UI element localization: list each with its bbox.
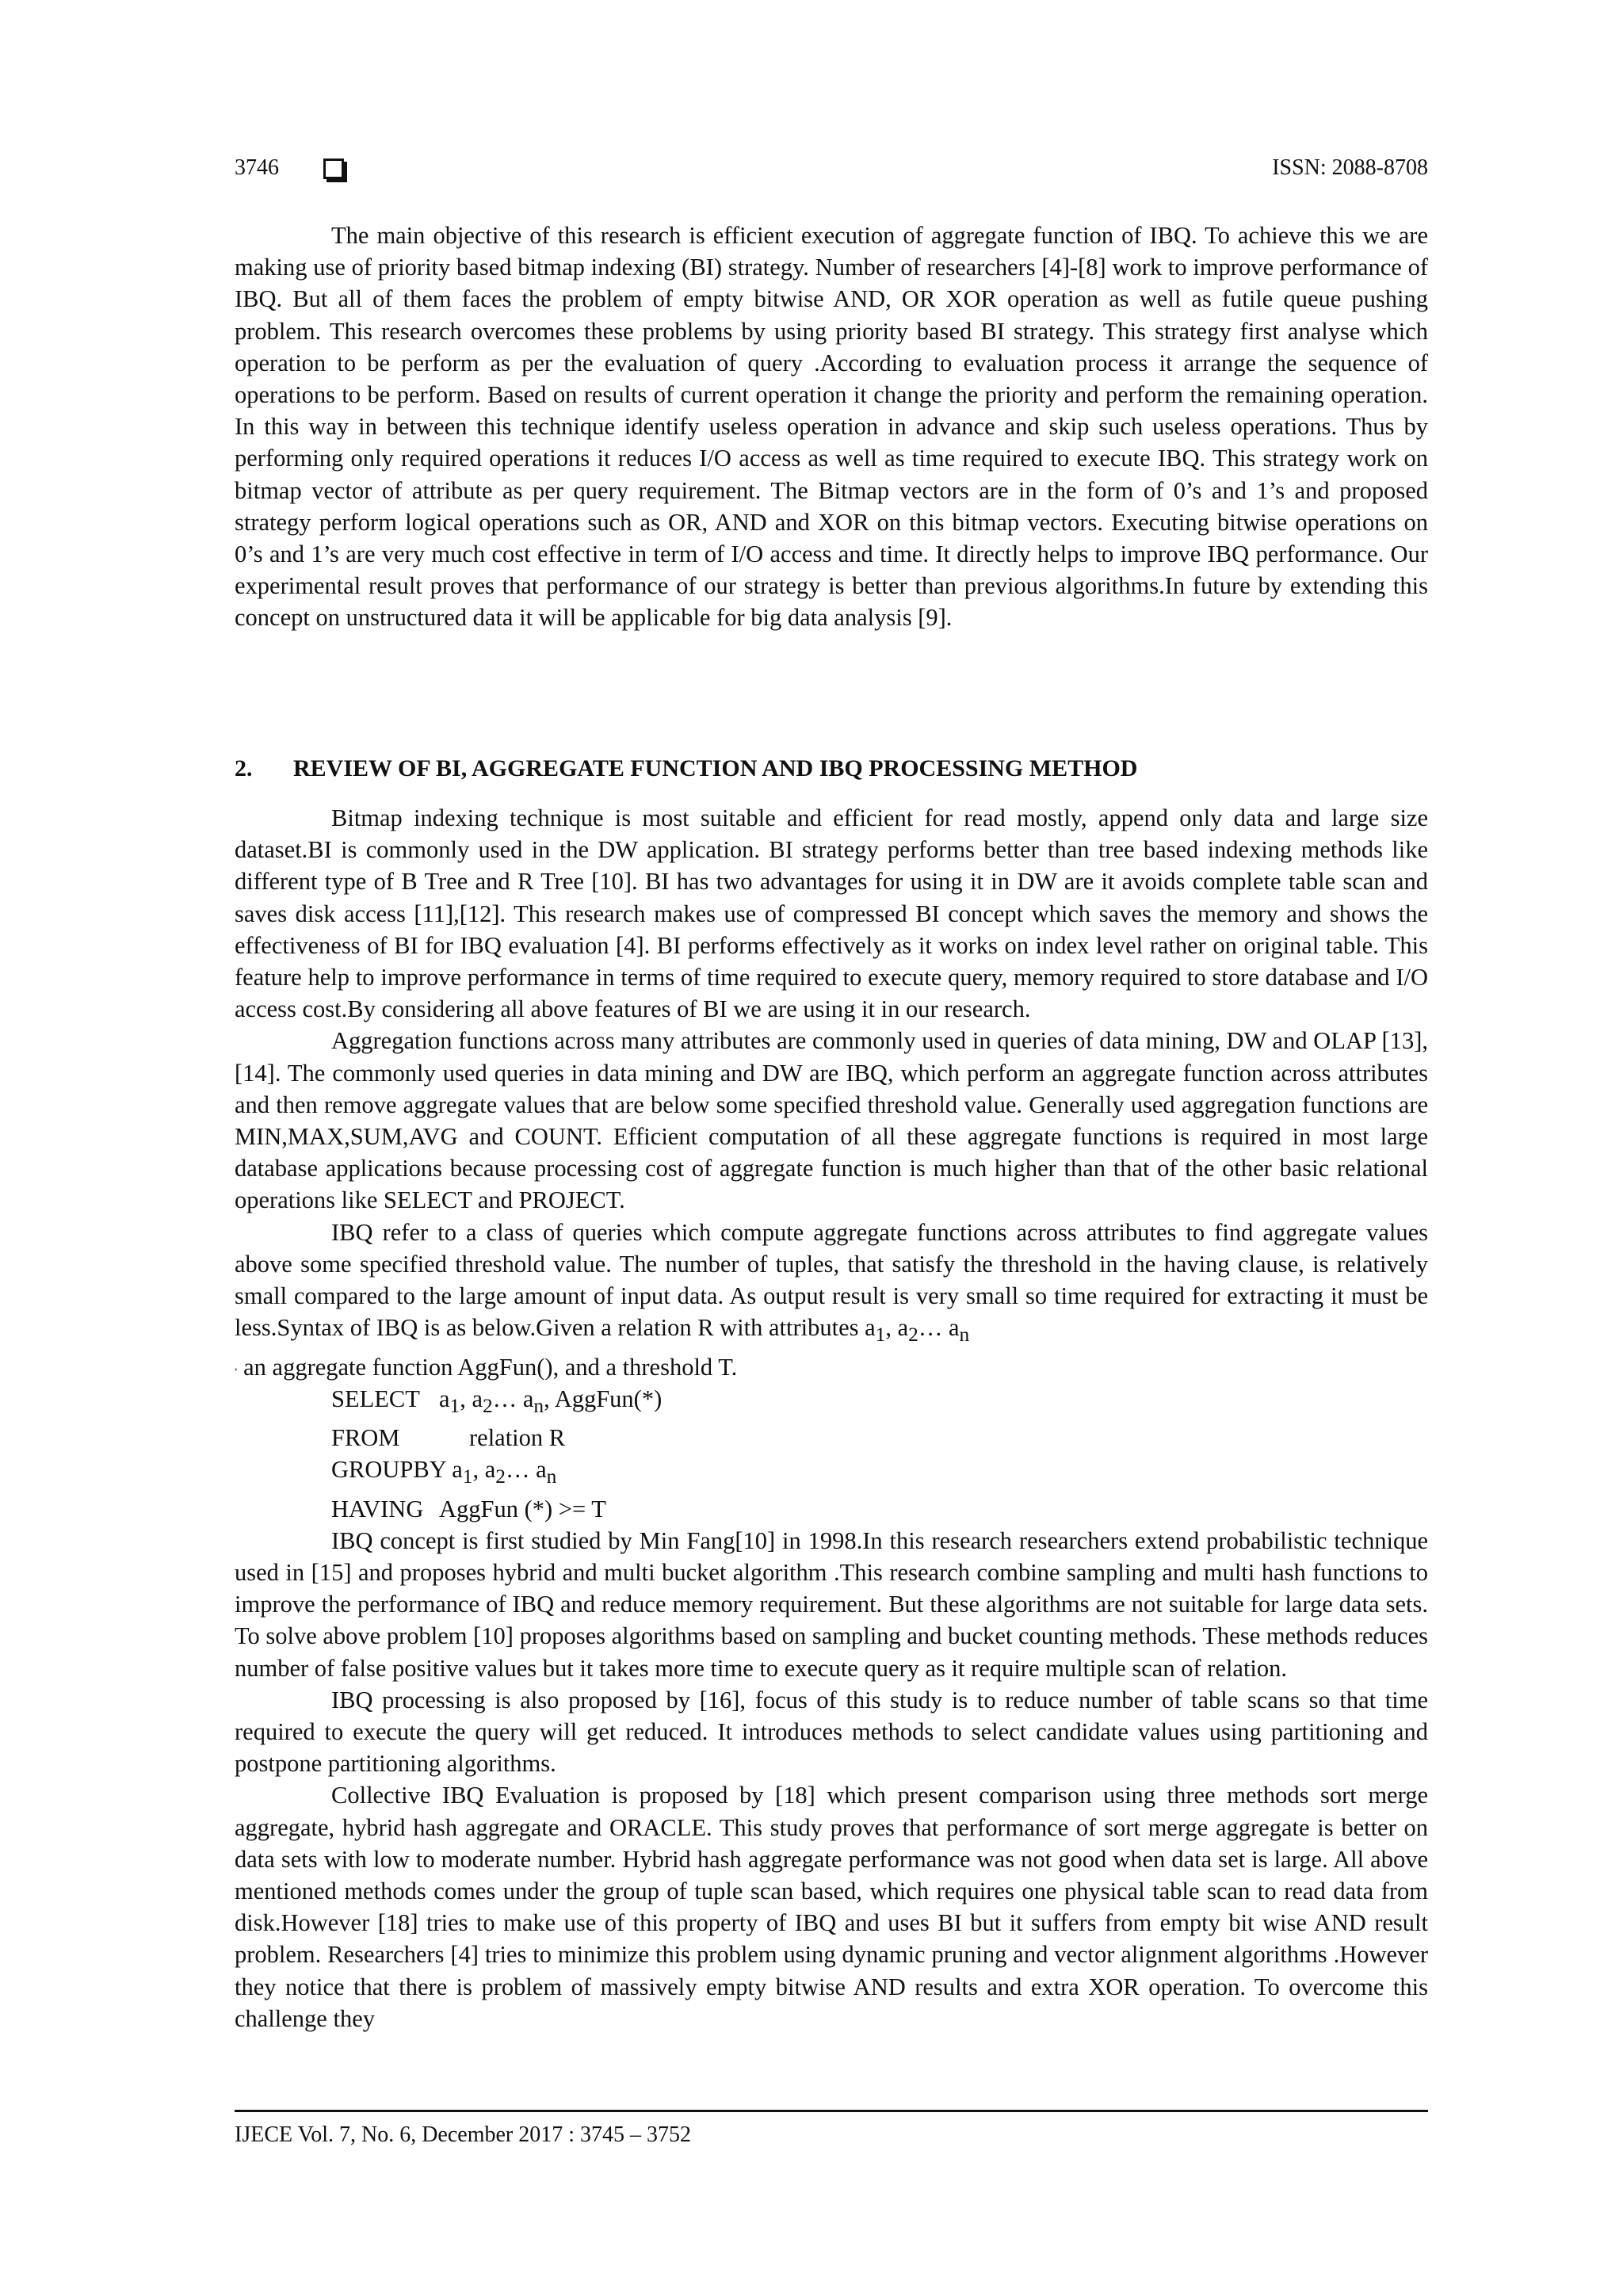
section-paragraph-5: IBQ processing is also proposed by [16], focus of this study is to reduce number of table scans so that time required to execute the query will get reduced. It introduces methods to select candidate values using partitioning and postpone partitioning algorithms. [235,1686,1428,1778]
query-select-line: SELECT $a_1$, $a_2\dots$ $a_n$, AggFun(*) [331,1383,1428,1422]
from-keyword: FROM [331,1424,400,1452]
select-keyword: SELECT [331,1385,420,1412]
checkbox-icon [323,159,344,179]
footer-rule [235,2110,1428,2112]
section-heading [235,753,1137,785]
having-keyword: HAVING [331,1495,424,1522]
query-groupby-line: GROUPBY $a_1$, $a_2\dots$ $a_n$ [331,1456,557,1488]
groupby-keyword: GROUPBY [331,1456,446,1484]
page-number: 3746 [235,155,279,180]
running-header [235,155,1428,187]
section-paragraph-2: Aggregation functions across many attributes are commonly used in queries of data mining, DW and OLAP [13],[14]. The commonly used queries in data mining and DW are IBQ, which perform an aggregate function across attributes and then remove aggregate values that are below some specified threshold value. Generally used aggregation functions are MIN,MAX,SUM,AVG and COUNT. Efficient computation of all these aggregate functions is required in most large database applications because processing cost of aggregate function is much higher than that of the other basic relational operations like SELECT and PROJECT. [235,1027,1428,1214]
having-value: AggFun (*) >= T [439,1495,606,1522]
paragraph-3-text: IBQ refer to a class of queries which compute aggregate functions across attributes to find aggregate values above some specified threshold value. The number of tuples, that satisfy the threshold in the having clause, is relatively small compared to the large amount of input data. As output result is very small so time required for extracting it must be less.Syntax of IBQ is as below.Given a relation R with attributes a [235,1218,1428,1342]
section-paragraph-6: Collective IBQ Evaluation is proposed by [18] which present comparison using three methods sort merge aggregate, hybrid hash aggregate and ORACLE. This study proves that performance of sort merge aggregate is better on data sets with low to moderate number. Hybrid hash aggregate performance was not good when data set is large. All above mentioned methods comes under the group of tuple scan based, which requires one physical table scan to read data from disk.However [18] tries to make use of this property of IBQ and uses BI but it suffers from empty bit wise AND result problem. Researchers [4] tries to minimize this problem using dynamic pruning and vector alignment algorithms .However they notice that there is problem of massively empty bitwise AND results and extra XOR operation. To overcome this challenge they [235,1782,1428,2032]
comma-mark: , [235,1360,238,1373]
query-from-line [331,1422,1428,1454]
ibq-syntax-block [331,1383,1428,1525]
paragraph-3-tail: an aggregate function AggFun(), and a threshold T. [237,1353,738,1381]
section-number: 2. [235,755,253,781]
issn-label: ISSN: 2088-8708 [1272,155,1428,180]
query-having-line [331,1493,1428,1525]
section-body [235,802,1428,2034]
section-paragraph-3: IBQ refer to a class of queries which compute aggregate functions across attributes to find aggregate values above some specified threshold value. The number of tuples, that satisfy the threshold in the having clause, is relatively small compared to the large amount of input data. As output result is very small so time required for extracting it must be less.Syntax of IBQ is as below.Given a relation R with attributes $a_1$, $a_2\dots$ $a_n$ , an aggregate function AggFun(), and a threshold T. [235,1218,1428,1381]
intro-paragraph: The main objective of this research is efficient execution of aggregate function of IBQ. To achieve this we are making use of priority based bitmap indexing (BI) strategy. Number of researchers [4]-[8] work to improve performance of IBQ. But all of them faces the problem of empty bitwise AND, OR XOR operation as well as futile queue pushing problem. This research overcomes these problems by using priority based BI strategy. This strategy first analyse which operation to be perform as per the evaluation of query .According to evaluation process it arrange the sequence of operations to be perform. Based on results of current operation it change the priority and perform the remaining operation. In this way in between this technique identify useless operation in advance and skip such useless operations. Thus by performing only required operations it reduces I/O access as well as time required to execute IBQ. This strategy work on bitmap vector of attribute as per query requirement. The Bitmap vectors are in the form of 0’s and 1’s and proposed strategy perform logical operations such as OR, AND and XOR on this bitmap vectors. Executing bitwise operations on 0’s and 1’s are very much cost effective in term of I/O access and time. It directly helps to improve IBQ performance. Our experimental result proves that performance of our strategy is better than previous algorithms.In future by extending this concept on unstructured data it will be applicable for big data analysis [9]. [235,222,1428,632]
footer-citation: IJECE Vol. 7, No. 6, December 2017 : 3745 – 3752 [235,2122,692,2147]
section-title: REVIEW OF BI, AGGREGATE FUNCTION AND IBQ PROCESSING METHOD [293,755,1138,781]
section-paragraph-4: IBQ concept is first studied by Min Fang[10] in 1998.In this research researchers extend probabilistic technique used in [15] and proposes hybrid and multi bucket algorithm .This research combine sampling and multi hash functions to improve the performance of IBQ and reduce memory requirement. But these algorithms are not suitable for large data sets. To solve above problem [10] proposes algorithms based on sampling and bucket counting methods. These methods reduces number of false positive values but it takes more time to execute query as it require multiple scan of relation. [235,1526,1428,1682]
section-paragraph-1: Bitmap indexing technique is most suitable and efficient for read mostly, append only data and large size dataset.BI is commonly used in the DW application. BI strategy performs better than tree based indexing methods like different type of B Tree and R Tree [10]. BI has two advantages for using it in DW are it avoids complete table scan and saves disk access [11],[12]. This research makes use of compressed BI concept which saves the memory and shows the effectiveness of BI for IBQ evaluation [4]. BI performs effectively as it works on index level rather on original table. This feature help to improve performance in terms of time required to execute query, memory required to store database and I/O access cost.By considering all above features of BI we are using it in our research. [235,804,1428,1023]
select-tail: , AggFun(*) [544,1385,663,1412]
from-value: relation R [469,1424,566,1452]
intro-block [235,220,1428,634]
